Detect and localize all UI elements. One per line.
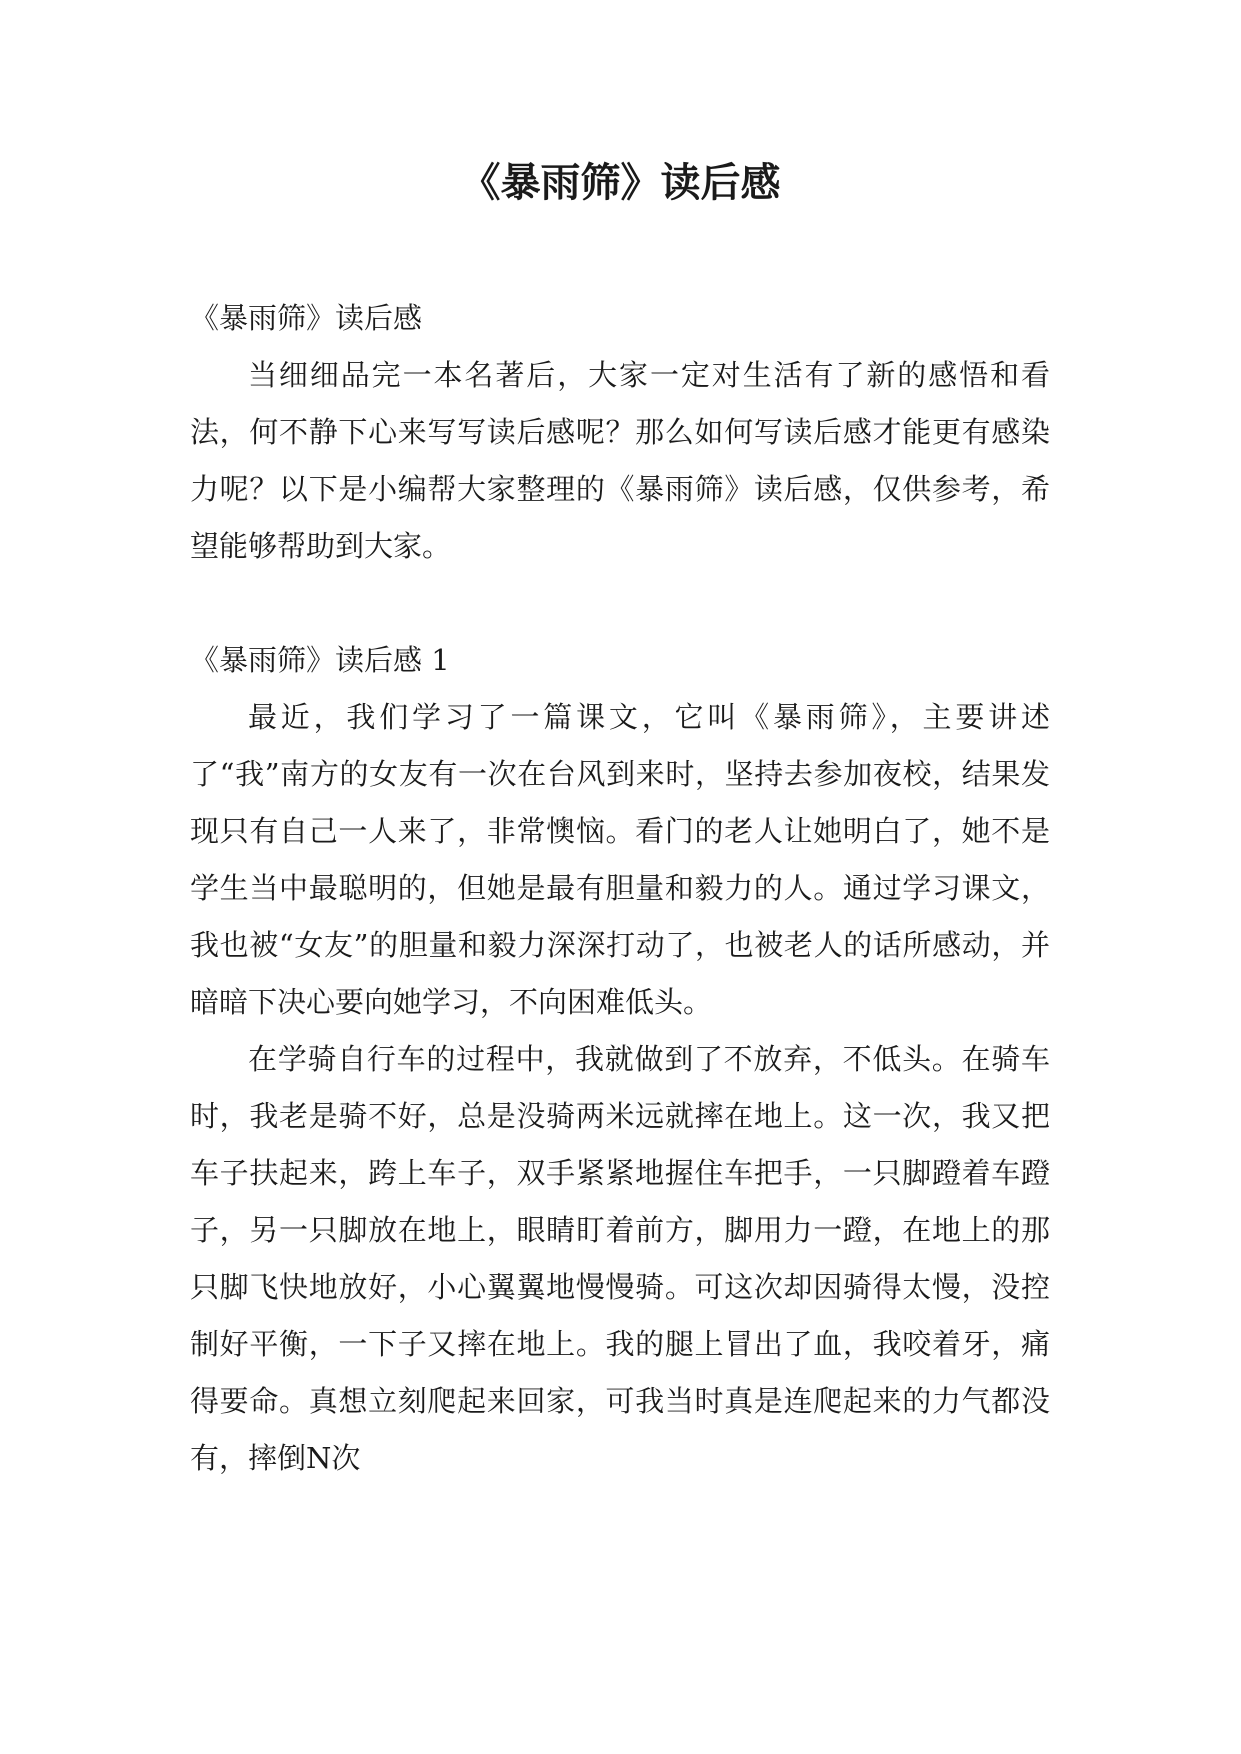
document-title: 《暴雨筛》读后感 [460, 160, 781, 206]
section1-paragraph-1: 最近，我们学习了一篇课文，它叫《暴雨筛》，主要讲述了“我”南方的女友有一次在台风到来时，坚持去参加夜校，结果发现只有自己一人来了，非常懊恼。看门的老人让她明白了，她不是学生当中最聪明的，但她是最有胆量和毅力的人。通过学习课文，我也被“女友”的胆量和毅力深深打动了，也被老人的话所感动，并暗暗下决心要向她学习，不向困难低头。 [190, 700, 1050, 1019]
intro-heading: 《暴雨筛》读后感 [190, 301, 423, 335]
section-spacer [190, 575, 1050, 632]
intro-paragraph: 当细细品完一本名著后，大家一定对生活有了新的感悟和看法，何不静下心来写写读后感呢？那么如何写读后感才能更有感染力呢？以下是小编帮大家整理的《暴雨筛》读后感，仅供参考，希望能够帮助到大家。 [190, 358, 1050, 563]
section1-paragraph-2: 在学骑自行车的过程中，我就做到了不放弃，不低头。在骑车时，我老是骑不好，总是没骑两米远就摔在地上。这一次，我又把车子扶起来，跨上车子，双手紧紧地握住车把手，一只脚蹬着车蹬子，另一只脚放在地上，眼睛盯着前方，脚用力一蹬，在地上的那只脚飞快地放好，小心翼翼地慢慢骑。可这次却因骑得太慢，没控制好平衡，一下子又摔在地上。我的腿上冒出了血，我咬着牙，痛得要命。真想立刻爬起来回家，可我当时真是连爬起来的力气都没有，摔倒N次 [190, 1042, 1050, 1475]
document-body [190, 290, 1050, 1487]
section1-heading: 《暴雨筛》读后感 1 [190, 643, 450, 677]
